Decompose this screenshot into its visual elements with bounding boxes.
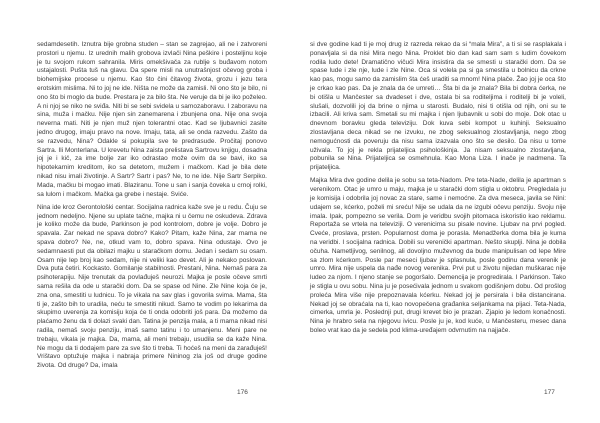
page-right-paragraph-1: si dve godine kad ti je moj drug iz razreda rekao da si “mala Mira”, a ti si se rasplakala i ponavljala si da nisi Mira nego Nina. Proklet bio dan kad sam sam s ludim čovekom rodila ludo dete! Dramatično vičući Mira insistira da se smesti u starački dom. Da se spase lude i zle nje, lude i zle Nine. Oca si volela pa si ga smestila u bolnicu da crkne kao pas, mogu samo da zamislim šta ćeš uraditi sa mnom! Nina plače. Žao joj je oca što je crkao kao pas. Da je znala da će umreti… Šta bi da je znala? Bila bi dobra ćerka, ne bi otišla u Mančester sa dvadeset i dve, ostala bi sa roditeljima i roditelji bi je voleli, slušali, dozvolili joj da brine o njima u starosti. Budalo, nisi ti otišla od njih, oni su te izbacili. Ali kriva sam. Smetali su mi majka i njen ljubavnik u sobi do moje. Dok otac u dnevnom boravku gleda televiziju. Dok kuva sebi kompot u kuhinji. Seksualno zlostavljana deca nikad se ne izvuku, ne zbog seksualnog zlostavljanja, nego zbog nemogućnosti da poveruju da nisu sama izazvala ono što se desilo. Da nisu u tome uživala. To joj je rekla prijateljica psihološkinja. Ja nisam seksualno zlostavljana, pobunila se Nina. Prijateljica se osmehnula. Kao Mona Liza. I inače je nadmena. Ta prijateljica. bbox=[310, 41, 566, 172]
page-number-left: 176 bbox=[237, 389, 248, 396]
page-number-right: 177 bbox=[544, 389, 555, 396]
page-left-text bbox=[37, 41, 267, 375]
page-left-paragraph-2: Nina ide kroz Gerontološki centar. Socijalna radnica kaže sve je u redu. Čuju se jednom nedeljno. Njene su uplate tačne, majka ni u čemu ne oskudeva. Zdrava je koliko može da bude, Parkinson je pod kontrolom, dobre je volje. Dobro je spavala. Zar nekad ne spava dobro? Kako? Pitam, kaže Nina, zar mama ne spava dobro? Ne, ne, otkud vam to, dobro spava. Nina odustaje. Ovo je sedamnaesti put da obilazi majku u staračkom domu. Jedan i sedam su osam. Osam nije lep broj kao sedam, nije ni veliki kao devet. Ali je nekako poslovan. Dva puta četiri. Kockasto. Gomilanje stabilnosti. Prestani, Nina. Nemaš para za psihoterapiju. Nije trenutak da povlađuješ neurozi. Majka je posle očeve smrti sama rešila da ode u starački dom. Da se spase od Nine. Zle Nine koja će je, zna ona, smestiti u ludnicu. To je vikala na sav glas i govorila svima. Mama, šta ti je, zašto bih to uradila, neću te smestiti nikud. Samo te vodim po lekarima da skupimo uverenja za komisiju koja će ti onda odobriti još para. Da možemo da plaćamo ženu da ti dolazi svaki dan. Tatina je penzija mala, a ti mama nikad nisi radila, nemaš svoju penziju, imaš samo tatinu i to umanjenu. Meni pare ne trebaju, vikala je majka. Da, mama, ali meni trebaju, usudila se da kaže Nina. Ne mogu da ti dodajem pare za sve što ti treba. Ti hoćeš na meni da zarađuješ! Vrištavo optužuje majka i nabraja primere Nininog zla još od druge godine života. Od druge? Da, imala bbox=[37, 203, 267, 370]
page-right-paragraph-2: Majka Mira dve godine delila je sobu sa teta-Nadom. Pre teta-Nade, delila je apartman s verenikom. Otac je umro u maju, majka je u starački dom stigla u oktobru. Pregledala ju je komisija i odobrila joj novac za stare, same i nemoćne. Za dva meseca, javila se Nini: udajem se, kćerko, poželi mi sreću! Nije se udala da ne izgubi očevu penziju. Svoju nije imala. Ipak, pompezno se verila. Dom je veridbu svojih pitomaca iskoristio kao reklamu. Reportaža se vrtela na televiziji. O verenicima su pisale novine. Ljubav na prvi pogled. Cveće, proslava, prsten. Popularnost doma je porasla. Menadžerka doma bila je kuma na veridbi. I socijalna radnica. Dobili su verenički apartman. Nešto skuplji. Nina je dobila očuha. Nametljivog, senilnog, ali dovoljno muževnog da bude manipulisan od lepe Mire sa zlom kćerkom. Posle par meseci ljubav je splasnula, posle godinu dana verenik je umro. Mira nije uspela da nađe novog verenika. Prvi put u životu nijedan muškarac nije ludeo za njom. I njeno stanje se pogoršalo. Demencija je progredirala. I Parkinson. Tako je stigla u ovu sobu. Nina ju je posećivala jednom u svakom godišnjem dobu. Od prošlog proleća Mira više nije prepoznavala kćerku. Nekad joj je persirala i bila distancirana. Nekad joj se obraćala na ti, kao novopečena građanka seljankama na pijaci. Teta-Nada, cimerka, umrla je. Poslednji put, drugi krevet bio je prazan. Zjapio je ledom konačnosti. Nina je hrabro sela na njegovu ivicu. Posle ju je, kod kuće, u Mančesteru, mesec dana boleo vrat kao da je sedela pod klima-uređajem odvrnutim na najjače. bbox=[310, 177, 566, 334]
page-right-text bbox=[310, 41, 566, 340]
page-left-paragraph-1: sedamdesetih. Iznutra bije grobna studen – stan se zagrejao, ali ne i zatvoreni prostori u njemu. Iz urednih malih grobova izvlači Nina peškire i posteljinu koje je tu svojom rukom sahranila. Miris omekšivača za rublje s buđavom notom ustajalosti. Pušta tuš na glavu. Da spere misli na unutrašnjost očevog groba i biohemijske procese u njemu. Kao što čini čitavog života, grozu i jezu tera erotskim mislima. Ni to joj ne ide. Ništa ne može da zamisli. Ni ono što je bilo, ni ono što bi moglo da bude. Prestara je za bilo šta. Ne veruje da bi je iko poželeo. A ni njoj se niko ne sviđa. Niti bi se sebi svidela u samozaboravu. I zaboravu na sina, muža i mačku. Nije njen sin zanemarena i zbunjena ona. Nije ona svoja neverna mati. Niti je njen muž njen tolerantni otac. Kad se ljubavnici zasite jedno drugog, imaju pravo na nove. Imaju, tata, ali se onda razvedu. Zašto da se razvedu, Nina? Odakle si pokupila sve te predrasude. Pročitaj ponovo Sartra. Ili Monterlana. U krevetu Nina zaista prelistava Sartrovu knjigu, dosadna joj je i kič, za ime bolje zar iko odrastao može ovim da se bavi, iko sa hipotekarnim kreditom, iko sa detetom, mužem i mačkom. Kad je bila dete nikad nisu imali životinje. A Sartr? Sartr i pas? Ne, to ne ide. Nije Sartr Serpiko. Mada, mačku bi mogao imati. Blaziranu. Tone u san i sanja čoveka u crnoj rolki, sa lulom i mačkom. Mačka ga grebe i nestaje. Sviće. bbox=[37, 41, 267, 198]
